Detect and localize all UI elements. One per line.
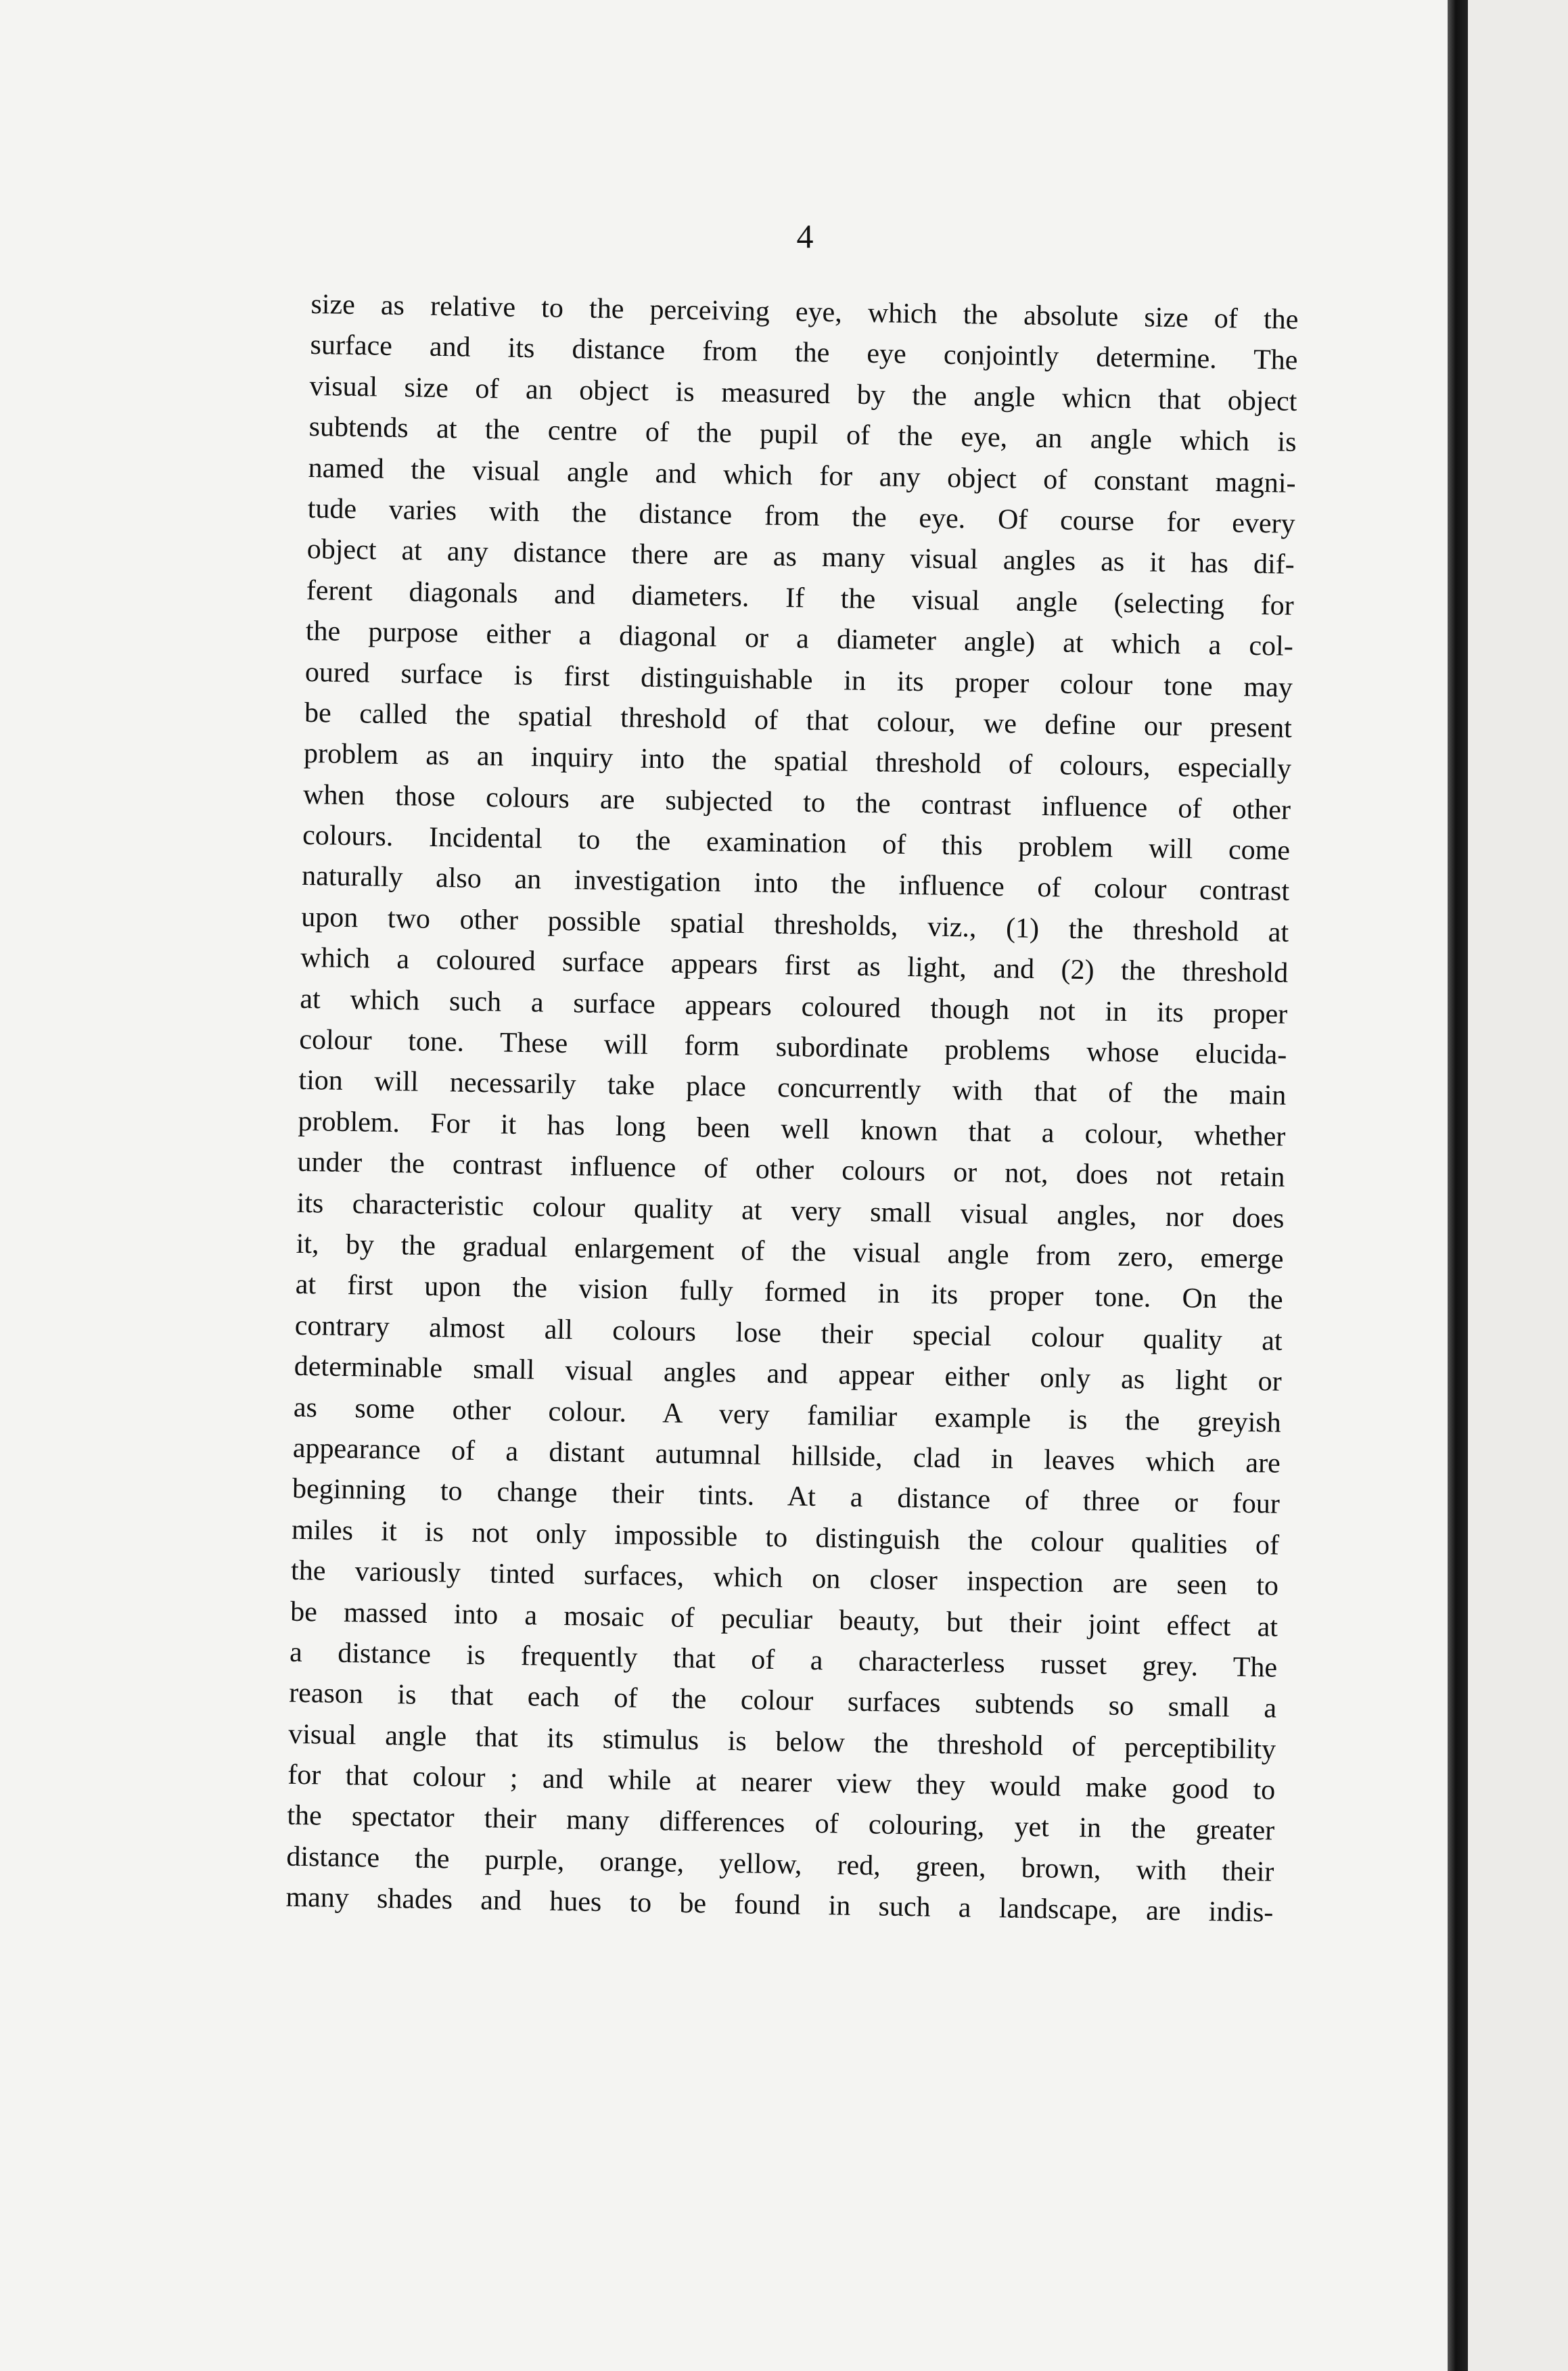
text-line: subtends at the centre of the pupil of the eye, an angle which is — [308, 411, 1297, 459]
text-line: colour tone. These will form subordinate problems whose elucida- — [299, 1023, 1287, 1071]
text-line: size as relative to the perceiving eye, which the absolute size of the — [310, 288, 1299, 336]
text-line: contrary almost all colours lose their special colour quality at — [294, 1310, 1283, 1357]
text-line: it, by the gradual enlargement of the visual angle from zero, emerge — [296, 1228, 1284, 1275]
text-line: problem. For it has long been well known that a colour, whether — [298, 1105, 1286, 1153]
text-line: object at any distance there are as many visual angles as it has dif- — [306, 534, 1295, 581]
body-text — [285, 284, 1299, 1933]
text-line: reason is that each of the colour surfaces subtends so small a — [288, 1678, 1277, 1724]
text-line: distance the purple, orange, yellow, red, green, brown, with their — [286, 1841, 1274, 1888]
adjacent-page-edge — [1468, 0, 1568, 2371]
text-line: which a coloured surface appears first as light, and (2) the threshold — [300, 942, 1289, 990]
text-line: determinable small visual angles and appear either only as light or — [294, 1350, 1283, 1398]
text-line: problem as an inquiry into the spatial threshold of colours, especially — [303, 738, 1292, 785]
text-line: appearance of a distant autumnal hillside, clad in leaves which are — [292, 1432, 1281, 1479]
text-line: under the contrast influence of other colours or not, does not retain — [297, 1147, 1285, 1193]
text-line: its characteristic colour quality at very small visual angles, nor does — [296, 1187, 1285, 1235]
text-line: at first upon the vision fully formed in its proper tone. On the — [295, 1269, 1283, 1316]
text-line: beginning to change their tints. At a distance of three or four — [292, 1473, 1281, 1521]
text-line: the variously tinted surfaces, which on closer inspection are seen to — [290, 1555, 1279, 1602]
text-line: the spectator their many differences of colouring, yet in the greater — [287, 1800, 1275, 1847]
text-line: visual angle that its stimulus is below the threshold of perceptibility — [287, 1718, 1276, 1766]
text-line: when those colours are subjected to the contrast influence of other — [302, 779, 1291, 826]
text-line: naturally also an investigation into the influence of colour contrast — [301, 860, 1290, 908]
text-line: upon two other possible spatial thresholds, viz., (1) the threshold at — [300, 901, 1289, 948]
text-line: many shades and hues to be found in such a landscape, are indis- — [285, 1881, 1274, 1929]
text-line: be massed into a mosaic of peculiar beauty, but their joint effect at — [290, 1596, 1278, 1643]
text-line: named the visual angle and which for any object of constant magni- — [308, 452, 1296, 499]
page-number: 4 — [796, 217, 814, 255]
text-line: colours. Incidental to the examination of this problem will come — [302, 819, 1291, 867]
text-line: the purpose either a diagonal or a diameter angle) at which a col- — [305, 616, 1294, 662]
binding-edge — [1448, 0, 1468, 2371]
text-line: tude varies with the distance from the eye. Of course for every — [307, 492, 1295, 540]
text-line: tion will necessarily take place concurrently with that of the main — [298, 1065, 1287, 1112]
text-line: a distance is frequently that of a characterless russet grey. The — [289, 1636, 1278, 1684]
text-line: for that colour ; and while at nearer view they would make good to — [287, 1759, 1276, 1806]
text-line: miles it is not only impossible to distinguish the colour qualities of — [291, 1514, 1280, 1561]
text-line: be called the spatial threshold of that colour, we define our present — [304, 697, 1293, 744]
text-line: as some other colour. A very familiar example is the greyish — [293, 1391, 1282, 1439]
text-line: surface and its distance from the eye conjointly determine. The — [310, 329, 1298, 377]
text-line: at which such a surface appears coloured though not in its proper — [300, 983, 1288, 1030]
text-line: ferent diagonals and diameters. If the visual angle (selecting for — [306, 574, 1295, 622]
text-line: visual size of an object is measured by the angle whicn that object — [309, 370, 1297, 417]
text-line: oured surface is first distinguishable in its proper colour tone may — [304, 656, 1293, 704]
